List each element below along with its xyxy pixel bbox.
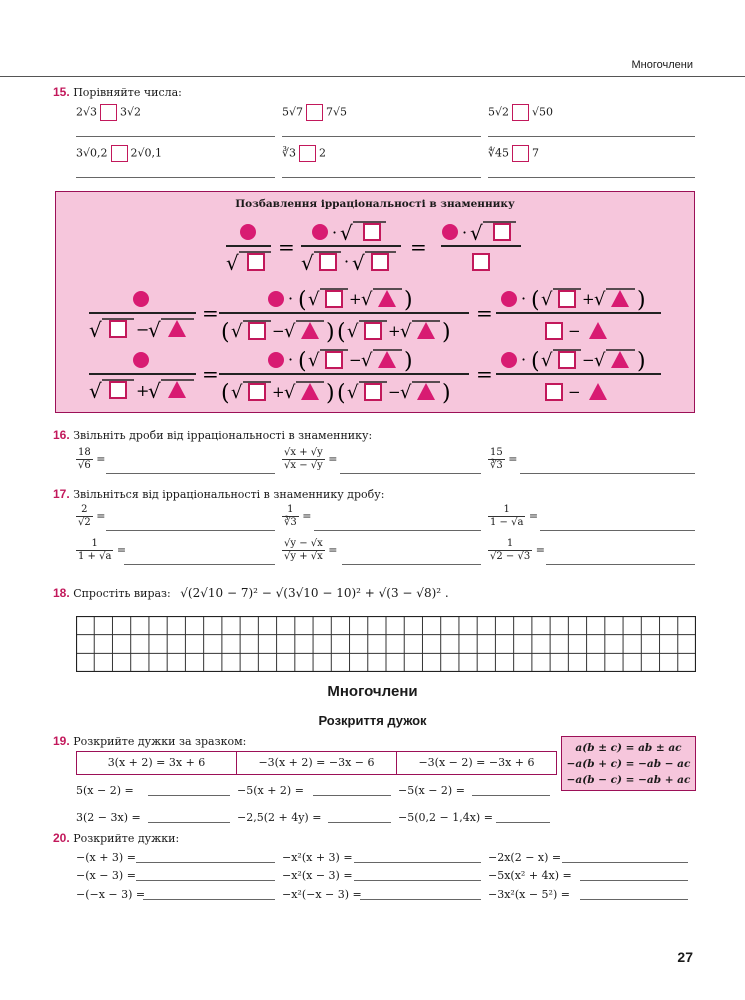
answer-line[interactable] <box>340 473 481 474</box>
answer-line[interactable] <box>472 795 550 796</box>
compare-left: ∜45 <box>488 146 510 160</box>
svg-text:): ) <box>637 288 646 313</box>
running-header: Многочлени <box>631 59 693 71</box>
svg-text:√: √ <box>231 382 243 403</box>
fraction <box>76 504 93 529</box>
rationalization-formulas <box>56 212 696 412</box>
exercise-item: −5(x − 2) = <box>398 784 465 797</box>
compare-box[interactable] <box>111 145 128 162</box>
numerator: 18 <box>78 447 91 458</box>
compare-right: 7√5 <box>326 105 348 119</box>
example-cell: −3(x + 2) = −3x − 6 <box>237 752 397 774</box>
svg-text:=: = <box>476 362 493 386</box>
answer-line[interactable] <box>342 564 481 565</box>
section-title: Многочлени <box>327 683 418 700</box>
compare-right: 3√2 <box>120 105 142 119</box>
rule-box <box>561 736 696 791</box>
denominator: ∛3 <box>284 517 297 528</box>
answer-line[interactable] <box>143 899 275 900</box>
answer-line[interactable] <box>148 795 230 796</box>
svg-text:√: √ <box>148 379 161 403</box>
compare-left: 3√0,2 <box>76 146 108 160</box>
compare-cell <box>76 104 141 121</box>
formula-row-3 <box>89 349 661 406</box>
compare-right: 2√0,1 <box>130 146 163 160</box>
task-number: 18. <box>53 586 70 600</box>
svg-text:√: √ <box>284 321 296 342</box>
answer-line[interactable] <box>282 177 481 178</box>
task-16-heading <box>53 428 372 442</box>
exercise-item: −3x²(x − 5²) = <box>488 888 570 901</box>
svg-text:√: √ <box>308 350 320 371</box>
answer-line[interactable] <box>282 136 481 137</box>
answer-line[interactable] <box>76 136 275 137</box>
numerator: 15 <box>490 447 503 458</box>
svg-text:): ) <box>326 320 335 345</box>
fraction <box>488 538 532 563</box>
example-cell: −3(x − 2) = −3x + 6 <box>418 756 535 769</box>
svg-text:√: √ <box>89 379 102 403</box>
svg-text:√: √ <box>470 221 483 245</box>
task-text: Розкрийте дужки за зразком: <box>73 735 247 748</box>
task-text: Спростіть вираз: <box>73 587 171 600</box>
exercise-item: −(−x − 3) = <box>76 888 146 901</box>
compare-cell <box>488 104 553 121</box>
task-17-heading <box>53 487 384 501</box>
svg-text:): ) <box>404 288 413 313</box>
fraction <box>76 538 113 563</box>
svg-text:(: ( <box>221 320 230 345</box>
task-number: 17. <box>53 487 70 501</box>
simplify-expression: √(2√10 − 7)² − √(3√10 − 10)² + √(3 − √8)² . <box>180 586 449 600</box>
svg-text:√: √ <box>89 318 102 342</box>
svg-text:−: − <box>272 322 285 340</box>
exercise-item: −x²(−x − 3) = <box>282 888 362 901</box>
svg-text:√: √ <box>400 321 412 342</box>
answer-line[interactable] <box>488 136 695 137</box>
fraction <box>282 538 325 563</box>
compare-left: ∛3 <box>282 146 297 160</box>
answer-line[interactable] <box>136 880 275 881</box>
fraction-item: $\frac{√y - √x}{√y + √x}$ = <box>284 538 338 562</box>
page-number: 27 <box>677 949 693 965</box>
svg-text:−: − <box>582 351 595 369</box>
panel-title: Позбавлення ірраціональності в знаменнику <box>235 198 515 210</box>
svg-text:=: = <box>278 235 295 259</box>
svg-text:√: √ <box>400 382 412 403</box>
svg-text:+: + <box>582 290 595 308</box>
task-number: 15. <box>53 85 70 99</box>
answer-line[interactable] <box>488 177 695 178</box>
task-number: 20. <box>53 831 70 845</box>
svg-text:+: + <box>136 381 150 400</box>
svg-text:(: ( <box>298 288 307 313</box>
svg-text:−: − <box>568 383 581 401</box>
compare-box[interactable] <box>100 104 117 121</box>
svg-text:−: − <box>349 351 362 369</box>
fraction-item: $\frac{15}{∛3}$ = <box>490 447 518 471</box>
svg-text:√: √ <box>148 318 161 342</box>
svg-text:√: √ <box>541 289 553 310</box>
fraction-item: $\frac{2}{√2}$ = <box>78 504 106 528</box>
compare-cell <box>76 145 162 162</box>
answer-line[interactable] <box>136 862 275 863</box>
svg-text:·: · <box>344 252 350 271</box>
fraction-item: $\frac{1}{1 - √a}$ = <box>490 504 539 528</box>
fraction-item: $\frac{1}{√2 - √3}$ = <box>490 538 545 562</box>
compare-right: √50 <box>532 105 554 119</box>
svg-text:(: ( <box>337 320 346 345</box>
svg-text:=: = <box>202 301 219 325</box>
task-text: Порівняйте числа: <box>73 86 182 99</box>
svg-text:): ) <box>442 381 451 406</box>
exercise-item: 3(2 − 3x) = <box>76 811 141 824</box>
answer-line[interactable] <box>562 862 688 863</box>
svg-text:+: + <box>349 290 362 308</box>
exercise-item: −(x − 3) = <box>76 869 136 882</box>
compare-left: 5√2 <box>488 105 510 119</box>
svg-text:√: √ <box>347 321 359 342</box>
answer-line[interactable] <box>328 822 391 823</box>
svg-text:√: √ <box>231 321 243 342</box>
header-rule <box>0 76 745 77</box>
svg-text:=: = <box>202 362 219 386</box>
svg-text:√: √ <box>284 382 296 403</box>
svg-text:(: ( <box>531 288 540 313</box>
compare-cell <box>282 145 326 162</box>
task-text: Звільніть дроби від ірраціональності в знаменнику: <box>73 429 373 442</box>
svg-text:√: √ <box>594 350 606 371</box>
svg-text:): ) <box>442 320 451 345</box>
fraction <box>488 504 525 529</box>
answer-line[interactable] <box>580 880 688 881</box>
svg-text:√: √ <box>308 289 320 310</box>
compare-box[interactable] <box>512 104 529 121</box>
fraction <box>282 504 299 529</box>
task-text: Звільніться від ірраціональності в знаменнику дробу: <box>73 488 385 501</box>
compare-left: 5√7 <box>282 105 304 119</box>
answer-line[interactable] <box>354 862 481 863</box>
task-number: 16. <box>53 428 70 442</box>
svg-text:√: √ <box>352 251 365 275</box>
numerator: 1 <box>488 538 532 551</box>
svg-text:): ) <box>404 349 413 374</box>
svg-text:√: √ <box>301 251 314 275</box>
example-cell: 3(x + 2) = 3x + 6 <box>77 752 237 774</box>
compare-box[interactable] <box>299 145 316 162</box>
compare-right: 7 <box>532 146 540 160</box>
exercise-item: −2x(2 − x) = <box>488 851 562 864</box>
numerator: 1 <box>488 504 525 517</box>
svg-text:(: ( <box>337 381 346 406</box>
fraction-item: $\frac{√x + √y}{√x - √y}$ = <box>284 447 338 471</box>
svg-text:·: · <box>521 289 527 308</box>
exercise-item: −2,5(2 + 4y) = <box>237 811 322 824</box>
task-20-heading <box>53 831 179 845</box>
svg-text:·: · <box>288 289 294 308</box>
svg-text:−: − <box>388 383 401 401</box>
fraction-item: $\frac{18}{√6}$ = <box>78 447 106 471</box>
answer-line[interactable] <box>496 822 550 823</box>
exercise-item: −x²(x + 3) = <box>282 851 353 864</box>
task-15-heading <box>53 85 182 99</box>
formula-row-1 <box>226 221 521 275</box>
answer-line[interactable] <box>360 899 481 900</box>
denominator: 1 − √a <box>490 517 524 528</box>
answer-line[interactable] <box>580 899 688 900</box>
numerator: 1 <box>282 504 299 517</box>
denominator: 1 + √a <box>78 551 112 562</box>
section-subtitle: Розкриття дужок <box>318 713 427 728</box>
svg-text:+: + <box>388 322 401 340</box>
compare-cell <box>488 145 539 162</box>
task-19-heading <box>53 734 246 748</box>
svg-text:√: √ <box>541 350 553 371</box>
rule-line: −a(b − c) = −ab + ac <box>566 774 691 786</box>
svg-text:·: · <box>462 223 468 242</box>
denominator: √2 − √3 <box>490 551 531 562</box>
denominator: √y + √x <box>284 551 323 562</box>
task-18-heading <box>53 586 449 600</box>
compare-box[interactable] <box>512 145 529 162</box>
svg-text:√: √ <box>594 289 606 310</box>
answer-line[interactable] <box>540 530 695 531</box>
svg-text:=: = <box>476 301 493 325</box>
exercise-item: −x²(x − 3) = <box>282 869 353 882</box>
exercise-item: −5(x + 2) = <box>237 784 304 797</box>
answer-line[interactable] <box>354 880 481 881</box>
fraction-item: $\frac{1}{1 + √a}$ = <box>78 538 127 562</box>
svg-text:(: ( <box>298 349 307 374</box>
svg-text:(: ( <box>531 349 540 374</box>
fraction-item: $\frac{1}{∛3}$ = <box>284 504 312 528</box>
answer-line[interactable] <box>546 564 695 565</box>
denominator: √2 <box>78 517 91 528</box>
svg-text:·: · <box>332 223 338 242</box>
svg-text:): ) <box>637 349 646 374</box>
svg-text:+: + <box>272 383 285 401</box>
denominator: √x − √y <box>284 460 323 471</box>
numerator: √x + √y <box>284 447 323 458</box>
compare-cell <box>282 104 347 121</box>
svg-text:−: − <box>136 320 150 339</box>
example-box <box>76 751 557 775</box>
svg-text:√: √ <box>361 289 373 310</box>
svg-text:√: √ <box>340 221 353 245</box>
exercise-item: 5(x − 2) = <box>76 784 134 797</box>
task-number: 19. <box>53 734 70 748</box>
answer-line[interactable] <box>106 473 275 474</box>
answer-line[interactable] <box>76 177 275 178</box>
rule-line: a(b ± c) = ab ± ac <box>575 742 682 754</box>
denominator: ∛3 <box>490 460 503 471</box>
fraction <box>488 447 505 472</box>
svg-text:): ) <box>326 381 335 406</box>
numerator: 1 <box>76 538 113 551</box>
denominator: √6 <box>78 460 91 471</box>
svg-text:(: ( <box>221 381 230 406</box>
fraction <box>282 447 325 472</box>
svg-text:·: · <box>521 350 527 369</box>
numerator: 2 <box>76 504 93 517</box>
svg-text:−: − <box>568 322 581 340</box>
svg-text:√: √ <box>347 382 359 403</box>
answer-line[interactable] <box>314 530 481 531</box>
compare-left: 2√3 <box>76 105 98 119</box>
task-text: Розкрийте дужки: <box>73 832 180 845</box>
compare-box[interactable] <box>306 104 323 121</box>
answer-line[interactable] <box>106 530 275 531</box>
exercise-item: −5(0,2 − 1,4x) = <box>398 811 493 824</box>
rationalization-panel <box>55 191 695 413</box>
compare-right: 2 <box>319 146 327 160</box>
exercise-item: −5x(x² + 4x) = <box>488 869 572 882</box>
fraction <box>76 447 93 472</box>
answer-grid[interactable] <box>76 616 696 672</box>
numerator: √y − √x <box>284 538 323 549</box>
svg-text:·: · <box>288 350 294 369</box>
svg-text:√: √ <box>226 251 239 275</box>
exercise-item: −(x + 3) = <box>76 851 136 864</box>
svg-text:√: √ <box>361 350 373 371</box>
answer-line[interactable] <box>313 795 391 796</box>
formula-row-2 <box>89 288 661 345</box>
rule-line: −a(b + c) = −ab − ac <box>566 758 691 770</box>
answer-line[interactable] <box>520 473 695 474</box>
answer-line[interactable] <box>124 564 275 565</box>
answer-line[interactable] <box>148 822 230 823</box>
svg-text:=: = <box>410 235 427 259</box>
